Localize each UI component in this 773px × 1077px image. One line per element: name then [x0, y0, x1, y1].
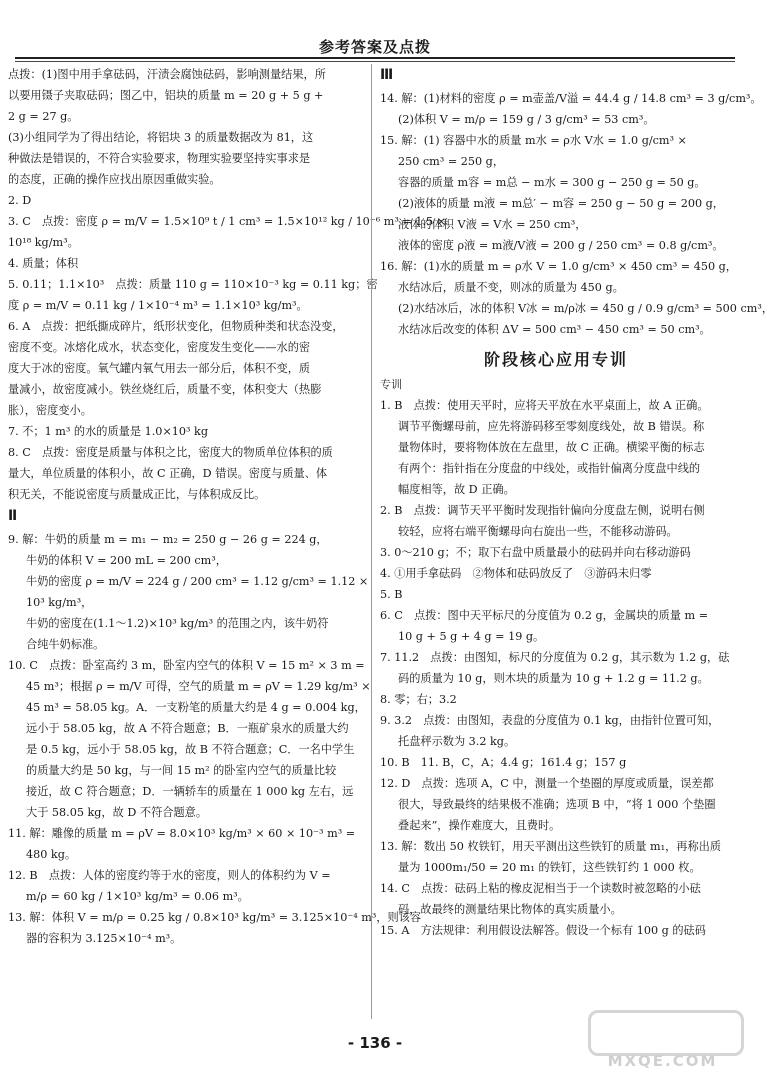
- text-line: 牛奶的体积 V = 200 mL = 200 cm³，: [26, 554, 227, 567]
- text-line: 480 kg。: [26, 848, 77, 861]
- answer-line: 7. 11.2 点拨：由图知，标尺的分度值为 0.2 g，其示数为 1.2 g，砝: [380, 651, 730, 664]
- header-rule: [15, 57, 735, 59]
- answer-line: 15. A 方法规律：利用假设法解答。假设一个标有 100 g 的砝码: [380, 924, 706, 937]
- text-line: 10 g + 5 g + 4 g = 19 g。: [398, 630, 545, 643]
- watermark-logo-icon: [588, 1010, 744, 1056]
- answer-line: 5. 0.11；1.1×10³ 点拨：质量 110 g = 110×10⁻³ kg = 0.11 kg；密: [8, 278, 378, 291]
- answer-line: 4. 质量；体积: [8, 257, 79, 270]
- text-line: 调节平衡螺母前，应先将游码移至零刻度线处，故 B 错误。称: [398, 420, 705, 433]
- subsection-label: 专训: [380, 378, 402, 391]
- section-title: 阶段核心应用专训: [483, 350, 628, 369]
- column-divider: [371, 64, 372, 1019]
- answer-line: 10. B 11. B，C，A；4.4 g；161.4 g；157 g: [380, 756, 627, 769]
- text-line: 牛奶的密度在(1.1～1.2)×10³ kg/m³ 的范围之内，该牛奶符: [26, 617, 329, 630]
- answer-line: 6. C 点拨：图中天平标尺的分度值为 0.2 g，金属块的质量 m =: [380, 609, 709, 622]
- answer-line: 12. B 点拨：人体的密度约等于水的密度，则人的体积约为 V =: [8, 869, 331, 882]
- text-line: 码的质量为 10 g，则木块的质量为 10 g + 1.2 g = 11.2 g。: [398, 672, 709, 685]
- answer-line: 13. 解：体积 V = m/ρ = 0.25 kg / 0.8×10³ kg/m³ = 3.125×10⁻⁴ m³，则该容: [8, 911, 422, 924]
- answer-line: 3. 0～210 g；不；取下右盘中质量最小的砝码并向右移动游码: [380, 546, 691, 559]
- answer-line: 6. A 点拨：把纸撕成碎片，纸形状变化，但物质种类和状态没变，: [8, 320, 344, 333]
- text-line: 有两个：指针指在分度盘的中线处，或指针偏离分度盘中线的: [398, 462, 701, 475]
- text-line: 是 0.5 kg，远小于 58.05 kg，故 B 不符合题意；C．一名中学生: [26, 743, 355, 756]
- text-line: 45 m³；根据 ρ = m/V 可得，空气的质量 m = ρV = 1.29 kg/m³ ×: [26, 680, 371, 693]
- text-line: (2)体积 V = m/ρ = 159 g / 3 g/cm³ = 53 cm³。: [398, 113, 655, 126]
- answer-line: 8. C 点拨：密度是质量与体积之比，密度大的物质单位体积的质: [8, 446, 333, 459]
- text-line: 45 m³ = 58.05 kg。A．一支粉笔的质量大约是 4 g = 0.004 kg，: [26, 701, 366, 714]
- text-line: 度 ρ = m/V = 0.11 kg / 1×10⁻⁴ m³ = 1.1×10³ kg/m³。: [8, 299, 308, 312]
- text-line: 种做法是错误的，不符合实验要求，物理实验要坚持实事求是: [8, 152, 311, 165]
- answer-line: 7. 不；1 m³ 的水的质量是 1.0×10³ kg: [8, 425, 208, 438]
- section-marker: Ⅲ: [380, 67, 394, 83]
- text-line: 托盘秤示数为 3.2 kg。: [398, 735, 516, 748]
- text-line: m/ρ = 60 kg / 1×10³ kg/m³ = 0.06 m³。: [26, 890, 249, 903]
- text-line: 量为 1000m₁/50 = 20 m₁ 的铁钉，这些铁钉约 1 000 枚。: [398, 861, 701, 874]
- text-line: 10¹⁸ kg/m³。: [8, 236, 79, 249]
- answer-line: 2. B 点拨：调节天平平衡时发现指针偏向分度盘左侧，说明右侧: [380, 504, 705, 517]
- answer-line: 9. 3.2 点拨：由图知，表盘的分度值为 0.1 kg，由指针位置可知，: [380, 714, 720, 727]
- answer-line: 10. C 点拨：卧室高约 3 m，卧室内空气的体积 V = 15 m² × 3 m =: [8, 659, 365, 672]
- answer-line: 3. C 点拨：密度 ρ = m/V = 1.5×10⁹ t / 1 cm³ = 1.5×10¹² kg / 10⁻⁶ m³ = 1.5 ×: [8, 215, 447, 228]
- answer-line: 14. 解：(1)材料的密度 ρ = m壶盖/V溢 = 44.4 g / 14.8 cm³ = 3 g/cm³。: [380, 92, 762, 105]
- text-line: 点拨：(1)图中用手拿砝码，汗渍会腐蚀砝码，影响测量结果，所: [8, 68, 326, 81]
- watermark-text: MXQE.COM: [607, 1052, 718, 1070]
- text-line: 容器的质量 m容 = m总 − m水 = 300 g − 250 g = 50 g。: [398, 176, 706, 189]
- text-line: 码，故最终的测量结果比物体的真实质量小。: [398, 903, 622, 916]
- page-header: [0, 0, 750, 60]
- text-line: 接近，故 C 符合题意；D．一辆轿车的质量在 1 000 kg 左右，远: [26, 785, 354, 798]
- text-line: (2)水结冰后，冰的体积 V冰 = m/ρ冰 = 450 g / 0.9 g/cm³ = 500 cm³，: [398, 302, 773, 315]
- page-title: 参考答案及点拨: [318, 38, 431, 56]
- text-line: 较轻，应将右端平衡螺母向右旋出一些，不能移动游码。: [398, 525, 678, 538]
- answer-line: 9. 解：牛奶的质量 m = m₁ − m₂ = 250 g − 26 g = 224 g，: [8, 533, 328, 546]
- watermark: [580, 1010, 745, 1072]
- right-column: [380, 64, 773, 1019]
- answer-line: 15. 解：(1) 容器中水的质量 m水 = ρ水 V水 = 1.0 g/cm³ ×: [380, 134, 687, 147]
- text-line: 合纯牛奶标准。: [26, 638, 105, 651]
- text-line: 很大，导致最终的结果极不准确；选项 B 中，“将 1 000 个垫圈: [398, 798, 716, 811]
- answer-line: 11. 解：雕像的质量 m = ρV = 8.0×10³ kg/m³ × 60 × 10⁻³ m³ =: [8, 827, 356, 840]
- text-line: 250 cm³ = 250 g，: [398, 155, 505, 168]
- text-line: 10³ kg/m³，: [26, 596, 93, 609]
- text-line: 液体的密度 ρ液 = m液/V液 = 200 g / 250 cm³ = 0.8 g/cm³。: [398, 239, 724, 252]
- text-line: 叠起来”，操作难度大，且费时。: [398, 819, 561, 832]
- answer-line: 4. ①用手拿砝码 ②物体和砝码放反了 ③游码未归零: [380, 567, 652, 580]
- text-line: 以要用镊子夹取砝码；图乙中，铝块的质量 m = 20 g + 5 g +: [8, 89, 324, 102]
- answer-line: 13. 解：数出 50 枚铁钉，用天平测出这些铁钉的质量 m₁，再称出质: [380, 840, 722, 853]
- text-line: 量减小，故密度减小。铁丝烧红后，质量不变，体积变大（热膨: [8, 383, 322, 396]
- header-rule-thin: [15, 61, 735, 62]
- text-line: 水结冰后，质量不变，则冰的质量为 450 g。: [398, 281, 624, 294]
- answer-line: 5. B: [380, 588, 403, 601]
- text-line: 胀），密度变小。: [8, 404, 92, 417]
- text-line: (2)液体的质量 m液 = m总′ − m容 = 250 g − 50 g = 200 g，: [398, 197, 724, 210]
- text-line: 2 g = 27 g。: [8, 110, 79, 123]
- text-line: 量大，单位质量的体积小，故 C 正确，D 错误。密度与质量、体: [8, 467, 328, 480]
- text-line: 密度不变。冰熔化成水，状态变化，密度发生变化——水的密: [8, 341, 311, 354]
- answer-line: 1. B 点拨：使用天平时，应将天平放在水平桌面上，故 A 正确。: [380, 399, 709, 412]
- answer-line: 2. D: [8, 194, 32, 207]
- answer-line: 16. 解：(1)水的质量 m = ρ水 V = 1.0 g/cm³ × 450 cm³ = 450 g，: [380, 260, 737, 273]
- text-line: 水结冰后改变的体积 ΔV = 500 cm³ − 450 cm³ = 50 cm³。: [398, 323, 711, 336]
- answer-line: 12. D 点拨：选项 A，C 中，测量一个垫圈的厚度或质量，误差都: [380, 777, 714, 790]
- text-line: 远小于 58.05 kg，故 A 不符合题意；B．一瓶矿泉水的质量大约: [26, 722, 349, 735]
- text-line: 量物体时，要将物体放在左盘里，故 C 正确。横梁平衡的标志: [398, 441, 705, 454]
- answer-line: 8. 零；右；3.2: [380, 693, 457, 706]
- text-line: 的质量大约是 50 kg，与一间 15 m² 的卧室内空气的质量比较: [26, 764, 337, 777]
- text-line: 度大于冰的密度。氧气罐内氧气用去一部分后，体积不变，质: [8, 362, 311, 375]
- page-number: - 136 -: [347, 1034, 403, 1052]
- text-line: 的态度，正确的操作应找出原因重做实验。: [8, 173, 221, 186]
- text-line: 牛奶的密度 ρ = m/V = 224 g / 200 cm³ = 1.12 g/cm³ = 1.12 ×: [26, 575, 369, 588]
- text-line: (3)小组同学为了得出结论，将铝块 3 的质量数据改为 81，这: [8, 131, 314, 144]
- text-line: 幅度相等，故 D 正确。: [398, 483, 515, 496]
- section-marker: Ⅱ: [8, 508, 18, 524]
- text-line: 积无关，不能说密度与质量成正比，与体积成反比。: [8, 488, 266, 501]
- answer-line: 14. C 点拨：砝码上粘的橡皮泥相当于一个读数时被忽略的小砝: [380, 882, 701, 895]
- text-line: 液体的体积 V液 = V水 = 250 cm³，: [398, 218, 587, 231]
- text-line: 大于 58.05 kg，故 D 不符合题意。: [26, 806, 208, 819]
- text-line: 器的容积为 3.125×10⁻⁴ m³。: [26, 932, 182, 945]
